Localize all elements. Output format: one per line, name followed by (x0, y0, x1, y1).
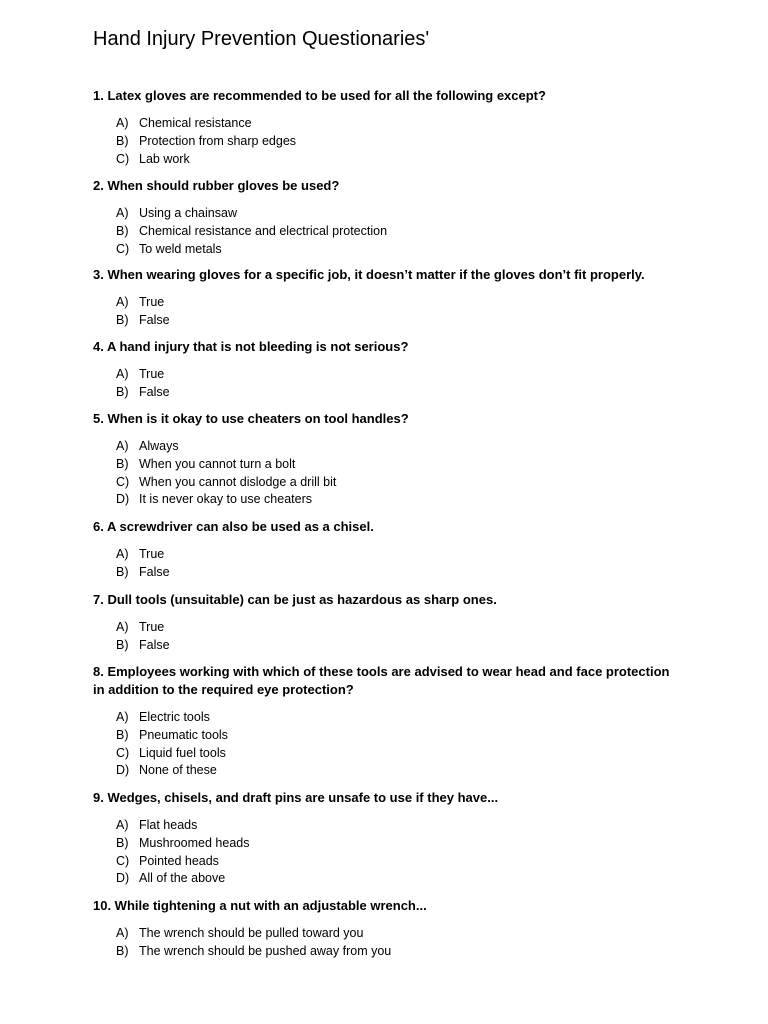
option-b (93, 456, 678, 474)
question-text: 4. A hand injury that is not bleeding is not serious? (93, 339, 409, 354)
option-list (93, 546, 678, 582)
option-c (93, 474, 678, 492)
option-text: The wrench should be pulled toward you (139, 926, 364, 940)
question-3 (93, 266, 678, 330)
option-b (93, 727, 678, 745)
question-text: 3. When wearing gloves for a specific job, it doesn’t matter if the gloves don’t fit properly. (93, 267, 645, 282)
option-letter: A) (116, 367, 129, 381)
option-letter: A) (116, 620, 129, 634)
option-d (93, 491, 678, 509)
option-letter: A) (116, 439, 129, 453)
option-text: When you cannot turn a bolt (139, 456, 296, 471)
option-letter: C) (116, 241, 130, 256)
option-list (93, 619, 678, 655)
option-letter: A) (116, 926, 129, 940)
option-b (93, 384, 678, 402)
question-text: 5. When is it okay to use cheaters on tool handles? (93, 411, 409, 426)
option-list (93, 438, 678, 509)
option-text: None of these (139, 763, 217, 778)
option-letter: D) (116, 763, 130, 778)
option-letter: A) (116, 547, 129, 561)
option-text: True (139, 295, 165, 309)
option-letter: B) (116, 943, 129, 958)
option-text: False (139, 384, 170, 399)
question-text: 2. When should rubber gloves be used? (93, 178, 340, 193)
question-text: 8. Employees working with which of these tools are advised to wear head and face protection in addition to the required eye protection? (93, 664, 670, 697)
option-text: It is never okay to use cheaters (139, 492, 313, 507)
option-c (93, 745, 678, 763)
option-a (93, 709, 678, 727)
option-c (93, 151, 678, 169)
option-text: False (139, 564, 170, 579)
option-list (93, 817, 678, 888)
option-d (93, 870, 678, 888)
option-c (93, 853, 678, 871)
option-b (93, 223, 678, 241)
question-text: 9. Wedges, chisels, and draft pins are unsafe to use if they have... (93, 790, 499, 805)
option-text: Chemical resistance (139, 116, 252, 130)
option-text: Chemical resistance and electrical protection (139, 223, 388, 238)
option-letter: D) (116, 871, 130, 886)
option-text: The wrench should be pushed away from you (139, 943, 392, 958)
option-text: Liquid fuel tools (139, 745, 226, 760)
option-letter: B) (116, 835, 129, 850)
option-list (93, 294, 678, 330)
option-letter: A) (116, 710, 129, 724)
option-list (93, 366, 678, 402)
option-letter: B) (116, 564, 129, 579)
question-8 (93, 663, 678, 780)
option-letter: C) (116, 474, 130, 489)
option-c (93, 241, 678, 259)
option-b (93, 312, 678, 330)
question-5 (93, 410, 678, 509)
option-b (93, 564, 678, 582)
option-list (93, 709, 678, 780)
option-b (93, 637, 678, 655)
option-letter: B) (116, 637, 129, 652)
option-text: True (139, 620, 165, 634)
option-letter: A) (116, 295, 129, 309)
option-text: Pneumatic tools (139, 727, 228, 742)
question-6 (93, 518, 678, 582)
option-text: To weld metals (139, 241, 222, 256)
option-letter: B) (116, 384, 129, 399)
question-text: 1. Latex gloves are recommended to be used for all the following except? (93, 88, 546, 103)
option-a (93, 205, 678, 223)
option-a (93, 817, 678, 835)
option-text: False (139, 312, 170, 327)
question-4 (93, 338, 678, 402)
option-text: Always (139, 439, 179, 453)
option-text: Mushroomed heads (139, 835, 250, 850)
option-text: Lab work (139, 151, 190, 166)
option-text: Using a chainsaw (139, 206, 237, 220)
option-a (93, 115, 678, 133)
option-text: Pointed heads (139, 853, 219, 868)
option-letter: B) (116, 133, 129, 148)
option-text: Flat heads (139, 818, 198, 832)
option-b (93, 943, 678, 961)
option-letter: B) (116, 223, 129, 238)
option-b (93, 133, 678, 151)
question-text: 10. While tightening a nut with an adjustable wrench... (93, 898, 427, 913)
option-letter: D) (116, 492, 130, 507)
option-letter: C) (116, 853, 130, 868)
option-list (93, 115, 678, 168)
option-text: False (139, 637, 170, 652)
option-b (93, 835, 678, 853)
option-text: True (139, 367, 165, 381)
option-a (93, 294, 678, 312)
option-letter: A) (116, 116, 129, 130)
option-a (93, 925, 678, 943)
question-10 (93, 897, 678, 961)
option-letter: B) (116, 727, 129, 742)
option-letter: B) (116, 456, 129, 471)
option-text: Protection from sharp edges (139, 133, 297, 148)
document-title: Hand Injury Prevention Questionaries' (93, 28, 430, 50)
option-a (93, 438, 678, 456)
option-text: True (139, 547, 165, 561)
question-2 (93, 177, 678, 258)
question-9 (93, 789, 678, 888)
question-1 (93, 87, 678, 168)
option-d (93, 762, 678, 780)
option-text: All of the above (139, 871, 226, 886)
option-a (93, 619, 678, 637)
option-letter: B) (116, 312, 129, 327)
option-a (93, 366, 678, 384)
option-list (93, 925, 678, 961)
question-7 (93, 591, 678, 655)
question-text: 7. Dull tools (unsuitable) can be just as hazardous as sharp ones. (93, 592, 497, 607)
option-list (93, 205, 678, 258)
option-letter: C) (116, 151, 130, 166)
question-text: 6. A screwdriver can also be used as a chisel. (93, 519, 374, 534)
option-text: Electric tools (139, 710, 210, 724)
option-letter: A) (116, 818, 129, 832)
option-a (93, 546, 678, 564)
option-letter: C) (116, 745, 130, 760)
option-text: When you cannot dislodge a drill bit (139, 474, 337, 489)
option-letter: A) (116, 206, 129, 220)
